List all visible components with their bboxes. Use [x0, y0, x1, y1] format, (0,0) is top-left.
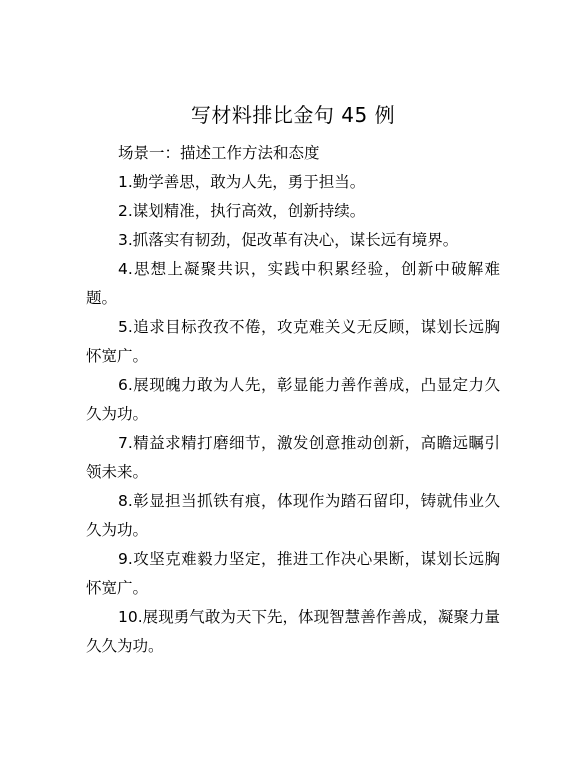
list-item: 9.攻坚克难毅力坚定，推进工作决心果断，谋划长远胸怀宽广。 — [86, 550, 500, 597]
list-item: 8.彰显担当抓铁有痕，体现作为踏石留印，铸就伟业久久为功。 — [86, 492, 500, 539]
page-title: 写材料排比金句 45 例 — [190, 103, 396, 127]
list-item: 6.展现魄力敢为人先，彰显能力善作善成，凸显定力久久为功。 — [86, 376, 500, 423]
list-item: 10.展现勇气敢为天下先，体现智慧善作善成，凝聚力量久久为功。 — [86, 608, 500, 655]
list-item: 4.思想上凝聚共识，实践中积累经验，创新中破解难题。 — [86, 260, 500, 307]
list-item: 3.抓落实有韧劲，促改革有决心，谋长远有境界。 — [118, 231, 459, 249]
document-body — [86, 139, 500, 661]
list-item: 1.勤学善思，敢为人先，勇于担当。 — [118, 173, 366, 191]
list-item: 2.谋划精准，执行高效，创新持续。 — [118, 202, 366, 220]
list-item: 7.精益求精打磨细节，激发创意推动创新，高瞻远瞩引领未来。 — [86, 434, 500, 481]
list-item: 5.追求目标孜孜不倦，攻克难关义无反顾，谋划长远胸怀宽广。 — [86, 318, 500, 365]
scene-heading: 场景一：描述工作方法和态度 — [118, 144, 320, 162]
